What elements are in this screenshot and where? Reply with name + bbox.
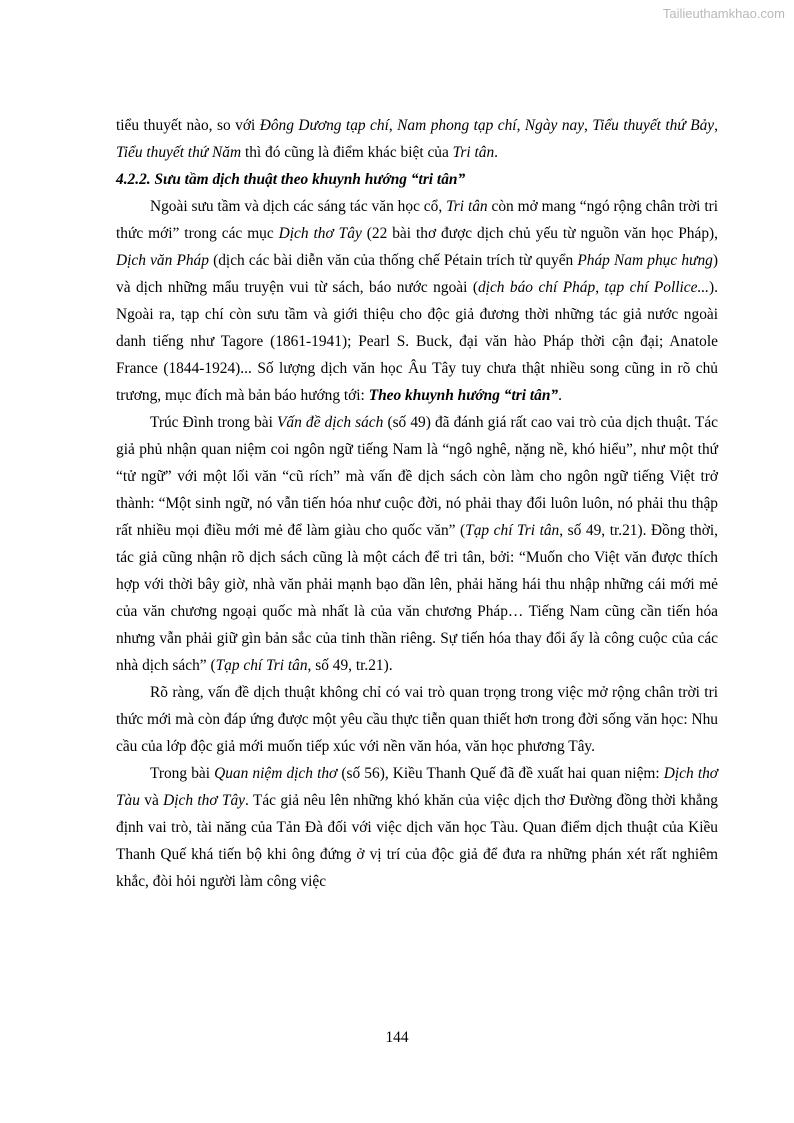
text-run: (dịch các bài diễn văn của thống chế Pétain trích từ quyển [208, 252, 578, 269]
italic-title: tạp chí Pollice... [604, 279, 710, 296]
italic-title: Dịch thơ Tàu [116, 765, 719, 809]
italic-title: Tri tân [446, 198, 488, 215]
paragraph [116, 193, 718, 409]
italic-title: Đông Dương tạp chí [259, 117, 389, 134]
text-run: , [388, 117, 398, 134]
paragraph: Rõ ràng, vấn đề dịch thuật không chỉ có vai trò quan trọng trong việc mở rộng chân trời tri thức mới mà còn đáp ứng được một yêu cầu thực tiễn quan thiết hơn trong đời sống văn học: Nhu cầu của lớp độc giả mới muốn tiếp xúc với nền văn hóa, văn học phương Tây. [116, 684, 718, 755]
text-run: Ngoài sưu tầm và dịch các sáng tác văn học cổ, [150, 198, 447, 215]
text-run: Trong bài [150, 765, 215, 782]
italic-title: Tiểu thuyết thứ Năm [116, 144, 242, 161]
text-run: , [595, 279, 605, 296]
paragraph [116, 760, 718, 895]
italic-title: Dịch thơ Tây [163, 792, 246, 809]
text-run: . [494, 144, 499, 161]
bold-italic-phrase: Theo khuynh hướng “tri tân” [368, 387, 559, 404]
text-run: . Tác giả nêu lên những khó khăn của việc dịch thơ Đường đồng thời khẳng định vai trò, tài năng của Tản Đà đối với việc dịch văn học Tàu. Quan điểm dịch thuật của Kiều Thanh Quế khá tiến bộ khi ông đứng ở vị trí của độc giả để đưa ra những phán xét rất nghiêm khắc, đòi hỏi người làm công việc [116, 792, 718, 890]
watermark: Tailieuthamkhao.com [662, 6, 785, 21]
text-run: . [558, 387, 562, 404]
italic-title: Tạp chí Tri tân [465, 522, 560, 539]
page-number: 144 [385, 1029, 409, 1046]
italic-title: Tiểu thuyết thứ Bảy [592, 117, 715, 134]
italic-title: Vấn đề dịch sách [277, 414, 384, 431]
italic-title: Quan niệm dịch thơ [214, 765, 338, 782]
italic-title: Pháp Nam phục hưng [577, 252, 713, 269]
text-run: tiểu thuyết nào, so với [116, 117, 260, 134]
text-run: ). Ngoài ra, tạp chí còn sưu tầm và giới thiệu cho độc giả đương thời những tác giả nước ngoài danh tiếng như Tagore (1861-1941); Pearl S. Buck, đại văn hào Pháp thời cận đại; Anatole France (1844-1924)... Số lượng dịch văn học Âu Tây tuy chưa thật nhiều song cũng in rõ chủ trương, mục đích mà bản báo hướng tới: [116, 279, 719, 404]
paragraph-continuation [116, 112, 718, 166]
text-run: , [516, 117, 525, 134]
text-run: , [584, 117, 593, 134]
body-text [116, 112, 718, 895]
text-run: và [139, 792, 164, 809]
text-run: (số 56), Kiều Thanh Quế đã đề xuất hai quan niệm: [337, 765, 664, 782]
text-run: , [714, 117, 718, 134]
text-run: , số 49, tr.21). [307, 657, 393, 674]
text-run: , số 49, tr.21). Đồng thời, tác giả cũng nhận rõ dịch sách cũng là một cách để tri tân, bởi: “Muốn cho Việt văn được thích hợp với thời bây giờ, nhà văn phải mạnh bạo dần lên, phải hăng hái thu nhập những cái mới mẻ của văn chương ngoại quốc mà nhất là của văn chương Pháp… Tiếng Nam cũng cần tiến hóa nhưng vẫn phải giữ gìn bản sắc của tinh thần riêng. Sự tiến hóa thay đổi ấy là công cuộc của các nhà dịch sách” ( [116, 522, 719, 674]
text-run: thì đó cũng là điểm khác biệt của [241, 144, 453, 161]
italic-title: Dịch thơ Tây [278, 225, 362, 242]
text-run: Trúc Đình trong bài [150, 414, 277, 431]
italic-title: dịch báo chí Pháp [477, 279, 596, 296]
text-run: ) và dịch những mẩu truyện vui từ sách, báo nước ngoài ( [116, 252, 718, 296]
section-heading: 4.2.2. Sưu tầm dịch thuật theo khuynh hướng “tri tân” [116, 171, 466, 188]
paragraph [116, 409, 718, 679]
italic-title: Ngày nay [524, 117, 585, 134]
italic-title: Dịch văn Pháp [116, 252, 209, 269]
text-run: (22 bài thơ được dịch chủ yếu từ nguồn văn học Pháp), [361, 225, 719, 242]
italic-title: Tạp chí Tri tân [215, 657, 308, 674]
text-run: còn mở mang “ngó rộng chân trời tri thức mới” trong các mục [116, 198, 718, 242]
italic-title: Tri tân [452, 144, 495, 161]
italic-title: Nam phong tạp chí [397, 117, 517, 134]
text-run: (số 49) đã đánh giá rất cao vai trò của dịch thuật. Tác giả phủ nhận quan niệm coi ngôn ngữ tiếng Nam là “ngô nghê, nặng nề, khó hiểu”, như một thứ “tử ngữ” với một lối văn “cũ rích” mà vấn đề dịch sách còn làm cho ngôn ngữ tiếng Việt trở thành: “Một sinh ngữ, nó vẫn tiến hóa như cuộc đời, nó phải thay đổi luôn luôn, nó phải thu thập rất nhiều mọi điều mới mẻ để làm giàu cho quốc văn” ( [116, 414, 718, 539]
